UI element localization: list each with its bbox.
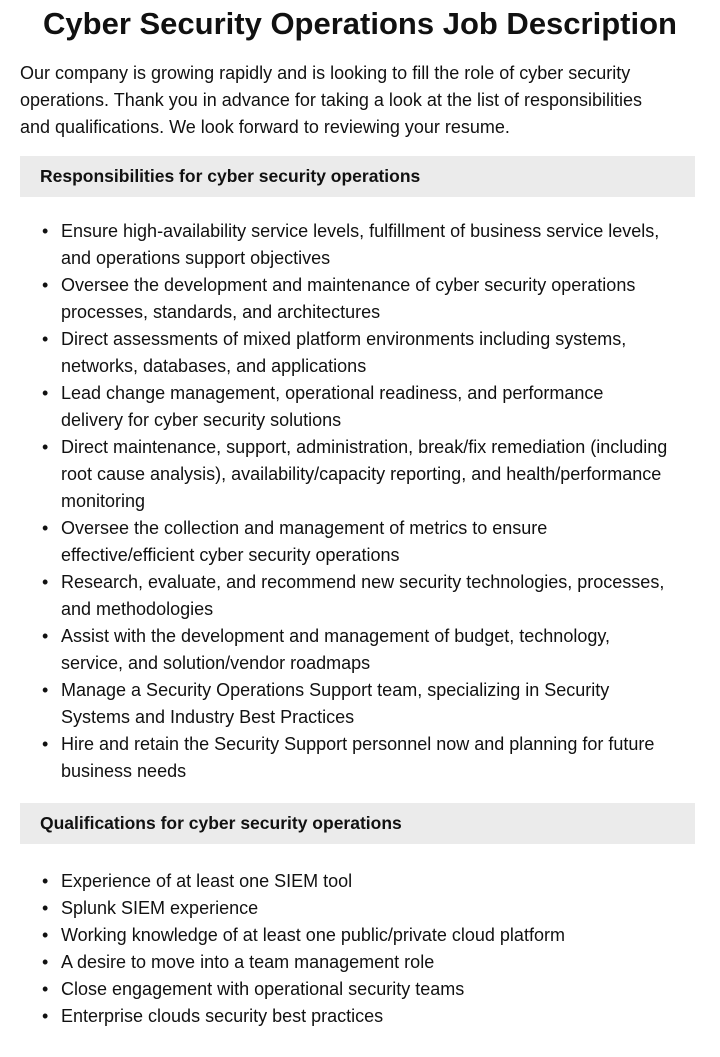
list-item: • Direct assessments of mixed platform environments including systems, networks, databases, and applications — [42, 326, 668, 380]
list-item: • Lead change management, operational readiness, and performance delivery for cyber security solutions — [42, 380, 668, 434]
list-item: • Research, evaluate, and recommend new security technologies, processes, and methodologies — [42, 569, 668, 623]
list-item: • Oversee the collection and management of metrics to ensure effective/efficient cyber security operations — [42, 515, 668, 569]
intro-paragraph: Our company is growing rapidly and is looking to fill the role of cyber security operations. Thank you in advance for taking a look at the list of responsibilities and qualifications. We look forward to reviewing your resume. — [20, 63, 643, 137]
list-item: • Hire and retain the Security Support personnel now and planning for future business needs — [42, 731, 668, 785]
list-item: • Assist with the development and management of budget, technology, service, and solution/vendor roadmaps — [42, 623, 668, 677]
qualifications-heading: Qualifications for cyber security operations — [40, 813, 402, 833]
responsibilities-heading: Responsibilities for cyber security operations — [40, 166, 421, 186]
section-header-responsibilities — [20, 156, 695, 197]
list-item: • Working knowledge of at least one public/private cloud platform — [42, 922, 668, 949]
list-item: • Splunk SIEM experience — [42, 895, 668, 922]
list-item: • Oversee the development and maintenance of cyber security operations processes, standards, and architectures — [42, 272, 668, 326]
list-item: • Ensure high-availability service levels, fulfillment of business service levels, and operations support objectives — [42, 218, 668, 272]
list-item: • Experience of at least one SIEM tool — [42, 868, 668, 895]
list-item: • Close engagement with operational security teams — [42, 976, 668, 1003]
section-header-qualifications — [20, 803, 695, 844]
page-title: Cyber Security Operations Job Description — [43, 6, 677, 41]
list-item: • A desire to move into a team management role — [42, 949, 668, 976]
responsibilities-list — [0, 218, 720, 785]
list-item: • Enterprise clouds security best practices — [42, 1003, 668, 1030]
qualifications-list — [0, 868, 720, 1030]
list-item: • Direct maintenance, support, administration, break/fix remediation (including root cause analysis), availability/capacity reporting, and health/performance monitoring — [42, 434, 668, 515]
list-item: • Manage a Security Operations Support team, specializing in Security Systems and Industry Best Practices — [42, 677, 668, 731]
